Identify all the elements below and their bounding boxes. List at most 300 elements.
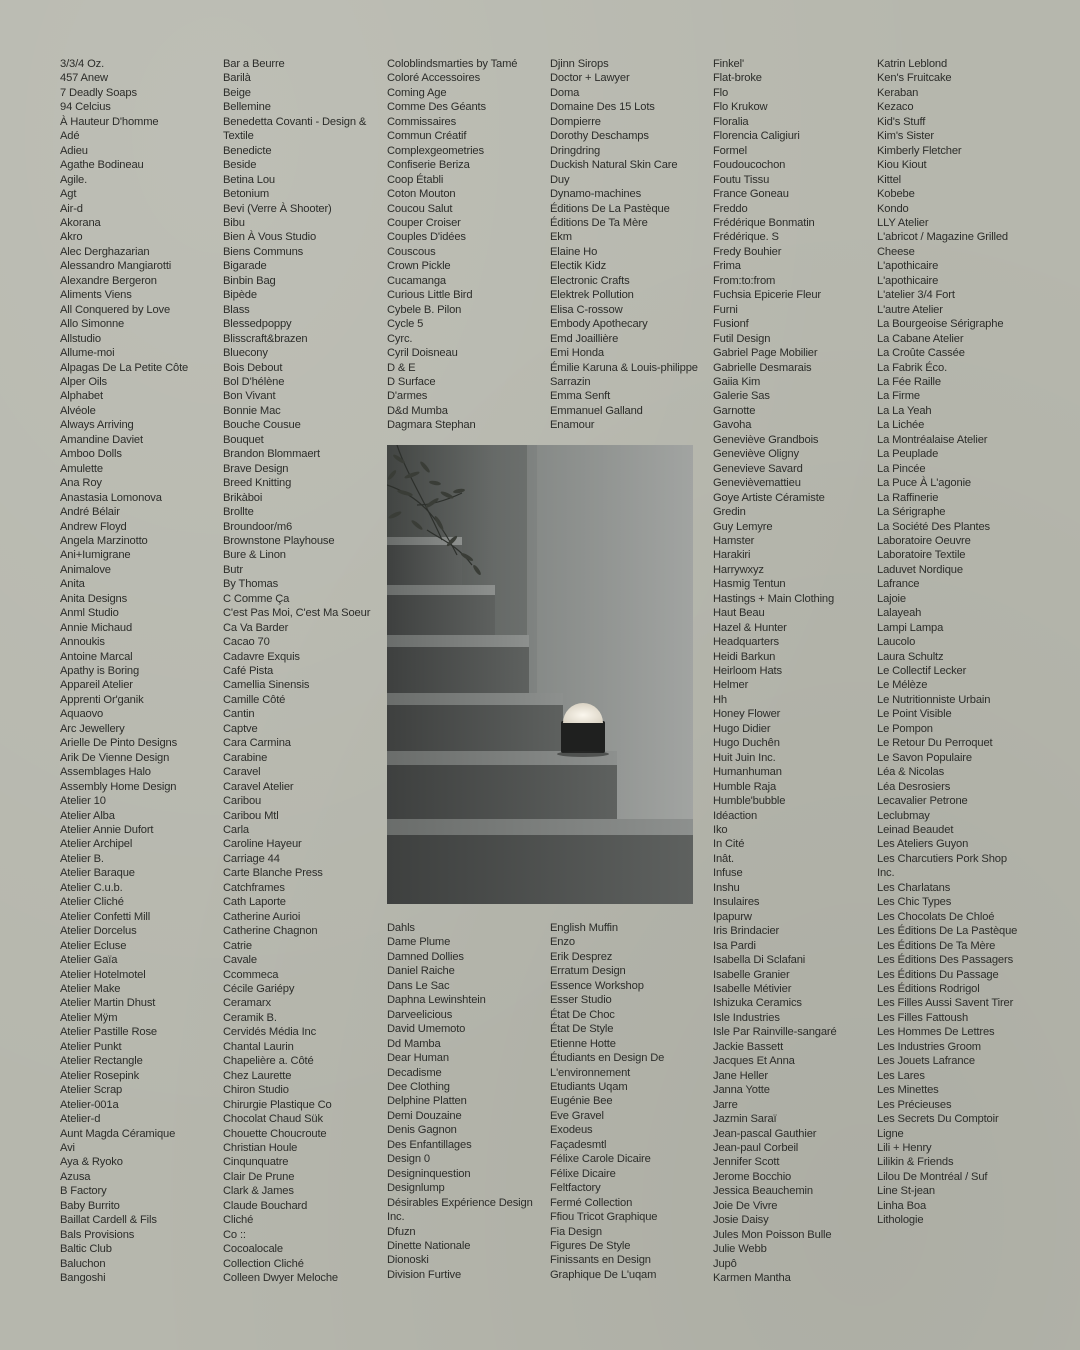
brand-name: Désirables Expérience Design Inc. — [387, 1196, 533, 1224]
brand-name: Hugo Didier — [713, 722, 771, 735]
brand-name: Atelier Baraque — [60, 867, 135, 880]
brand-name: Galerie Sas — [713, 390, 770, 403]
brand-name: Agile. — [60, 173, 88, 186]
brand-name: Dfuzn — [387, 1225, 416, 1238]
brand-name: Inshu — [713, 881, 740, 894]
brand-name: Caribou — [223, 795, 262, 808]
brand-name: Agt — [60, 188, 77, 201]
brand-name: Lilikin & Friends — [877, 1156, 954, 1169]
brand-name: Arc Jewellery — [60, 722, 125, 735]
brand-name: Domaine Des 15 Lots — [550, 101, 655, 114]
brand-name: Kid's Stuff — [877, 115, 926, 128]
brand-name: Heidi Barkun — [713, 650, 776, 663]
brand-name: Caroline Hayeur — [223, 838, 302, 851]
brand-name: Fusionf — [713, 318, 749, 331]
brand-name: Ekm — [550, 231, 572, 244]
brand-name: Bangoshi — [60, 1272, 106, 1285]
brand-name: L'apothicaire — [877, 260, 939, 273]
brand-name: Atelier Make — [60, 983, 121, 995]
brand-name: Elisa C-rossow — [550, 303, 623, 316]
brand-name: Catchframes — [223, 881, 285, 894]
brand-name: Aya & Ryoko — [60, 1156, 123, 1169]
brand-name: La La Yeah — [877, 404, 932, 417]
brand-list-column-6 — [877, 57, 1027, 1228]
brand-name: Florencia Caligiuri — [713, 130, 800, 143]
brand-name: Jacques Et Anna — [713, 1055, 795, 1068]
brand-name: Bon Vivant — [223, 390, 276, 403]
brand-name: Atelier Punkt — [60, 1040, 122, 1053]
brand-name: Alpagas De La Petite Côte — [60, 361, 189, 374]
brand-name: Electronic Crafts — [550, 274, 630, 287]
brand-name: Allo Simonne — [60, 318, 125, 331]
brand-name: Duckish Natural Skin Care — [550, 159, 678, 172]
brand-name: Hh — [713, 693, 728, 706]
brand-name: Inât. — [713, 852, 735, 865]
brand-name: Captve — [223, 722, 258, 735]
brand-name: Laduvet Nordique — [877, 563, 963, 576]
brand-name: Dans Le Sac — [387, 979, 450, 992]
brand-name: Atelier-001a — [60, 1098, 119, 1111]
brand-name: Keraban — [877, 86, 919, 99]
brand-name: Djinn Sirops — [550, 58, 609, 70]
brand-name: Les Éditions Du Passage — [877, 968, 999, 981]
brand-name: Jessica Beauchemin — [713, 1185, 813, 1198]
brand-name: Dd Mamba — [387, 1037, 441, 1050]
brand-name: Lili + Henry — [877, 1141, 932, 1154]
brand-name: Ffiou Tricot Graphique — [550, 1211, 658, 1224]
brand-name: Caribou Mtl — [223, 809, 279, 822]
brand-name: La Raffinerie — [877, 491, 939, 504]
brand-name: L'autre Atelier — [877, 303, 943, 316]
stairs-lamp-photo — [387, 445, 693, 904]
brand-name: Frima — [713, 260, 741, 273]
brand-name: Azusa — [60, 1170, 91, 1183]
brand-name: La Firme — [877, 390, 920, 403]
brand-name: Bigarade — [223, 260, 267, 273]
brand-list-column-1 — [60, 57, 218, 1286]
brand-name: All Conquered by Love — [60, 303, 171, 316]
brand-name: Honey Flower — [713, 708, 781, 721]
brand-name: Catrie — [223, 939, 252, 952]
brand-name: Elektrek Pollution — [550, 289, 634, 302]
brand-name: Brikàboi — [223, 491, 263, 504]
brand-name: Anita — [60, 578, 85, 591]
brand-name: Laura Schultz — [877, 650, 944, 663]
brand-name: La Fabrik Éco. — [877, 361, 948, 374]
brand-name: 7 Deadly Soaps — [60, 86, 137, 99]
brand-name: Comme Des Géants — [387, 101, 486, 114]
brand-name: L'apothicaire — [877, 274, 939, 287]
brand-name: État De Style — [550, 1023, 614, 1036]
brand-name: Flo Krukow — [713, 101, 768, 114]
brand-name: Butr — [223, 563, 243, 576]
brand-name: Blessedpoppy — [223, 318, 292, 331]
brand-name: À Hauteur D'homme — [60, 115, 159, 128]
brand-name: Atelier Ecluse — [60, 939, 127, 952]
brand-name: Laboratoire Textile — [877, 549, 966, 562]
brand-name: Fia Design — [550, 1225, 602, 1238]
brand-name: Caravel Atelier — [223, 780, 294, 793]
brand-name: Jackie Bassett — [713, 1040, 784, 1053]
brand-name: Jerome Bocchio — [713, 1170, 792, 1183]
brand-name: Joie De Vivre — [713, 1199, 778, 1212]
brand-name: Catherine Aurioi — [223, 910, 301, 923]
brand-name: Bals Provisions — [60, 1228, 135, 1241]
brand-name: Jupô — [713, 1257, 737, 1270]
brand-name: Baluchon — [60, 1257, 106, 1270]
brand-name: Les Secrets Du Comptoir — [877, 1113, 999, 1126]
brand-name: Cliché — [223, 1214, 254, 1227]
brand-name: Jennifer Scott — [713, 1156, 780, 1169]
brand-name: Idéaction — [713, 809, 758, 822]
brand-name: Les Éditions Des Passagers — [877, 954, 1014, 967]
brand-name: Baltic Club — [60, 1243, 112, 1256]
brand-name: Cadavre Exquis — [223, 650, 300, 663]
brand-name: Foudoucochon — [713, 159, 786, 172]
brand-name: Atelier Dorcelus — [60, 925, 137, 938]
brand-name: Antoine Marcal — [60, 650, 133, 663]
brand-name: Delphine Platten — [387, 1095, 467, 1108]
brand-name: Jazmin Saraï — [713, 1113, 777, 1126]
brand-name: Aunt Magda Céramique — [60, 1127, 176, 1140]
brand-name: Denis Gagnon — [387, 1124, 457, 1137]
brand-name: Collection Cliché — [223, 1257, 304, 1270]
brand-name: Exodeus — [550, 1124, 593, 1137]
brand-name: Breed Knitting — [223, 477, 292, 490]
brand-name: Cath Laporte — [223, 896, 286, 909]
brand-name: Insulaires — [713, 896, 760, 909]
brand-name: Ceramarx — [223, 997, 271, 1010]
brand-name: Doma — [550, 86, 580, 99]
brand-name: Les Éditions Rodrigol — [877, 983, 980, 995]
brand-name: Emd Joaillière — [550, 332, 619, 345]
brand-name: Cara Carmina — [223, 737, 291, 750]
brand-name: Fermé Collection — [550, 1196, 633, 1209]
brand-name: Humble'bubble — [713, 795, 786, 808]
brand-name: Anastasia Lomonova — [60, 491, 162, 504]
brand-name: By Thomas — [223, 578, 279, 591]
brand-name: C'est Pas Moi, C'est Ma Soeur — [223, 607, 371, 620]
brand-name: Eugénie Bee — [550, 1095, 613, 1108]
brand-name: Commun Créatif — [387, 130, 467, 143]
brand-name: Les Ateliers Guyon — [877, 838, 969, 851]
brand-name: Ceramik B. — [223, 1011, 277, 1024]
brand-name: Electik Kidz — [550, 260, 607, 273]
brand-name: Gredin — [713, 506, 746, 519]
brand-name: Benedicte — [223, 144, 272, 157]
brand-name: Anml Studio — [60, 607, 119, 620]
brand-name: Christian Houle — [223, 1141, 298, 1154]
brand-name: Ipapurw — [713, 910, 752, 923]
brand-name: Assemblages Halo — [60, 766, 151, 779]
brand-name: D Surface — [387, 375, 436, 388]
brand-name: La Fée Raille — [877, 375, 941, 388]
brand-name: Atelier Cliché — [60, 896, 124, 909]
brand-name: Gabrielle Desmarais — [713, 361, 812, 374]
brand-name: Demi Douzaine — [387, 1109, 462, 1122]
brand-name: Avi — [60, 1141, 75, 1154]
brand-name: Émilie Karuna & Louis-philippe Sarrazin — [550, 361, 698, 388]
brand-name: Léa & Nicolas — [877, 766, 945, 779]
brand-name: B Factory — [60, 1185, 107, 1198]
brand-name: Chapelière a. Côté — [223, 1055, 314, 1068]
brand-name: Janna Yotte — [713, 1084, 770, 1097]
brand-name: Lithologie — [877, 1214, 924, 1227]
brand-name: Feltfactory — [550, 1182, 601, 1195]
brand-name: Cervidés Média Inc — [223, 1026, 317, 1039]
brand-name: Etienne Hotte — [550, 1037, 616, 1050]
brand-name: Erratum Design — [550, 965, 626, 978]
brand-name: Flo — [713, 86, 729, 99]
brand-name: Atelier Alba — [60, 809, 115, 822]
brand-name: La Cabane Atelier — [877, 332, 964, 345]
brand-name: Café Pista — [223, 665, 274, 678]
brand-name: Brollte — [223, 506, 254, 519]
brand-name: Embody Apothecary — [550, 318, 648, 331]
brand-name: Chouette Choucroute — [223, 1127, 327, 1140]
brand-name: D & E — [387, 361, 416, 374]
brand-name: Benedetta Covanti - Design & Textile — [223, 115, 367, 143]
brand-name: Confiserie Beriza — [387, 159, 470, 172]
brand-name: Le Mélèze — [877, 679, 928, 692]
brand-name: Daphna Lewinshtein — [387, 994, 486, 1007]
brand-name: Les Hommes De Lettres — [877, 1026, 995, 1039]
brand-name: Lafrance — [877, 578, 920, 591]
brand-name: Brownstone Playhouse — [223, 534, 335, 547]
brand-name: Kondo — [877, 202, 909, 215]
brand-name: Barilà — [223, 72, 251, 85]
brand-name: Floralia — [713, 115, 749, 128]
brand-name: Decadisme — [387, 1066, 442, 1079]
brand-name: Geneviève Grandbois — [713, 433, 819, 446]
brand-name: Atelier Confetti Mill — [60, 910, 151, 923]
brand-name: Coming Age — [387, 86, 447, 99]
brand-name: Adé — [60, 130, 80, 143]
brand-name: Humble Raja — [713, 780, 777, 793]
brand-name: Ishizuka Ceramics — [713, 997, 802, 1010]
brand-list-column-4-bottom — [550, 921, 700, 1282]
brand-name: Kittel — [877, 173, 901, 186]
brand-name: Crown Pickle — [387, 260, 451, 273]
brand-name: Les Industries Groom — [877, 1040, 981, 1053]
brand-name: Helmer — [713, 679, 749, 692]
brand-name: Cybele B. Pilon — [387, 303, 462, 316]
brand-name: In Cité — [713, 838, 745, 851]
brand-name: 457 Anew — [60, 72, 108, 85]
brand-name: Iris Brindacier — [713, 925, 780, 938]
brand-name: Apathy is Boring — [60, 665, 140, 678]
brand-name: Atelier Rosepink — [60, 1069, 140, 1082]
brand-name: Carte Blanche Press — [223, 867, 323, 880]
brand-name: Garnotte — [713, 404, 756, 417]
brand-name: Finissants en Design — [550, 1254, 651, 1267]
brand-name: Amboo Dolls — [60, 448, 122, 461]
brand-name: Figures De Style — [550, 1239, 631, 1252]
brand-name: Flat-broke — [713, 72, 762, 85]
brand-name: Isabella Di Sclafani — [713, 954, 806, 967]
brand-name: Appareil Atelier — [60, 679, 133, 692]
brand-name: Furni — [713, 303, 738, 316]
brand-name: Le Savon Populaire — [877, 751, 972, 764]
brand-name: Coton Mouton — [387, 188, 456, 201]
brand-name: La Lichée — [877, 419, 925, 432]
brand-name: Alec Derghazarian — [60, 245, 150, 258]
brand-name: Dorothy Deschamps — [550, 130, 649, 143]
brand-name: Alper Oils — [60, 375, 107, 388]
brand-name: Beige — [223, 86, 251, 99]
brand-name: Le Collectif Lecker — [877, 665, 967, 678]
brand-name: Bol D'hélène — [223, 375, 285, 388]
brand-name: 94 Celcius — [60, 101, 111, 114]
brand-name: Brandon Blommaert — [223, 448, 320, 461]
brand-name: Designlump — [387, 1182, 445, 1195]
brand-name: Bar a Beurre — [223, 58, 285, 70]
brand-name: Lalayeah — [877, 607, 922, 620]
brand-name: Cycle 5 — [387, 318, 424, 331]
brand-name: Atelier Hotelmotel — [60, 968, 146, 981]
brand-name: Akorana — [60, 216, 101, 229]
brand-name: Huit Juin Inc. — [713, 751, 776, 764]
brand-name: Jean-pascal Gauthier — [713, 1127, 817, 1140]
brand-name: From:to:from — [713, 274, 776, 287]
brand-name: Chirurgie Plastique Co — [223, 1098, 332, 1111]
brand-name: Les Charlatans — [877, 881, 951, 894]
brand-name: Agathe Bodineau — [60, 159, 144, 172]
brand-name: Complexgeometries — [387, 144, 484, 157]
brand-name: Division Furtive — [387, 1268, 462, 1281]
brand-name: Dynamo-machines — [550, 188, 642, 201]
brand-name: La Montréalaise Atelier — [877, 433, 988, 446]
brand-name: Assembly Home Design — [60, 780, 177, 793]
brand-name: Katrin Leblond — [877, 58, 948, 70]
brand-name: Esser Studio — [550, 994, 612, 1007]
brand-name: Clark & James — [223, 1185, 294, 1198]
brand-name: Infuse — [713, 867, 743, 880]
brand-name: Atelier C.u.b. — [60, 881, 123, 894]
brand-name: Beside — [223, 159, 257, 172]
brand-name: C Comme Ça — [223, 592, 290, 605]
brand-name: Dinette Nationale — [387, 1239, 471, 1252]
brand-name: Karmen Mantha — [713, 1272, 791, 1285]
brand-name: Laucolo — [877, 636, 916, 649]
brand-list-column-3-bottom — [387, 921, 537, 1282]
brand-name: Dagmara Stephan — [387, 419, 476, 432]
brand-name: Anita Designs — [60, 592, 128, 605]
brand-name: Dringdring — [550, 144, 601, 157]
brand-name: Bonnie Mac — [223, 404, 281, 417]
brand-name: Léa Desrosiers — [877, 780, 951, 793]
brand-name: Leclubmay — [877, 809, 930, 822]
brand-name: Aquaovo — [60, 708, 104, 721]
brand-name: Bevi (Verre À Shooter) — [223, 202, 332, 215]
brand-name: Betonium — [223, 188, 270, 201]
brand-name: Cinqunquatre — [223, 1156, 289, 1169]
brand-name: Darveelicious — [387, 1008, 453, 1021]
brand-name: Enzo — [550, 936, 575, 949]
brand-name: Josie Daisy — [713, 1214, 769, 1227]
brand-name: Baillat Cardell & Fils — [60, 1214, 157, 1227]
brand-name: Julie Webb — [713, 1243, 767, 1256]
brand-name: Bure & Linon — [223, 549, 286, 562]
brand-name: Apprenti Or'ganik — [60, 693, 144, 706]
brand-name: Félixe Carole Dicaire — [550, 1153, 651, 1166]
brand-name: Ligne — [877, 1127, 904, 1140]
brand-name: English Muffin — [550, 922, 618, 934]
brand-name: Coloblindsmarties by Tamé — [387, 58, 518, 70]
brand-name: Alessandro Mangiarotti — [60, 260, 172, 273]
brand-name: Harakiri — [713, 549, 751, 562]
brand-name: Bipède — [223, 289, 257, 302]
brand-name: Daniel Raiche — [387, 965, 455, 978]
brand-name: Bellemine — [223, 101, 271, 114]
brand-name: Alvéole — [60, 404, 96, 417]
brand-name: Baby Burrito — [60, 1199, 120, 1212]
brand-name: Emmanuel Galland — [550, 404, 643, 417]
brand-name: Goye Artiste Céramiste — [713, 491, 825, 504]
brand-name: La Pincée — [877, 462, 926, 475]
brand-name: Coucou Salut — [387, 202, 453, 215]
brand-name: Duy — [550, 173, 570, 186]
brand-name: Cécile Gariépy — [223, 983, 295, 995]
brand-name: Arielle De Pinto Designs — [60, 737, 178, 750]
brand-name: Kezaco — [877, 101, 914, 114]
brand-name: Iko — [713, 824, 728, 837]
brand-name: Les Éditions De La Pastèque — [877, 925, 1018, 938]
brand-name: Lampi Lampa — [877, 621, 944, 634]
brand-name: Carla — [223, 824, 249, 837]
brand-name: Cacao 70 — [223, 636, 270, 649]
brand-name: 3/3/4 Oz. — [60, 58, 105, 70]
brand-name: Lilou De Montréal / Suf — [877, 1170, 988, 1183]
brand-name: La Puce À L'agonie — [877, 477, 971, 490]
brand-name: Eve Gravel — [550, 1109, 604, 1122]
brand-name: Le Pompon — [877, 722, 933, 735]
brand-name: Carabine — [223, 751, 268, 764]
brand-name: Atelier Mÿm — [60, 1011, 118, 1024]
brand-name: Genevieve Savard — [713, 462, 803, 475]
brand-name: Le Retour Du Perroquet — [877, 737, 993, 750]
brand-name: Dear Human — [387, 1052, 449, 1065]
brand-name: Animalove — [60, 563, 111, 576]
brand-name: Bien À Vous Studio — [223, 231, 317, 244]
brand-name: Cucamanga — [387, 274, 446, 287]
brand-name: Leinad Beaudet — [877, 824, 954, 837]
brand-name: Ken's Fruitcake — [877, 72, 952, 85]
brand-name: Dahls — [387, 922, 415, 934]
brand-name: Les Éditions De Ta Mère — [877, 939, 996, 952]
brand-name: Atelier Gaïa — [60, 954, 118, 967]
brand-name: Atelier Annie Dufort — [60, 824, 154, 837]
brand-name: Couples D'idées — [387, 231, 466, 244]
brand-name: Headquarters — [713, 636, 779, 649]
brand-name: Le Nutritionniste Urbain — [877, 693, 991, 706]
brand-name: D&d Mumba — [387, 404, 448, 417]
brand-name: Atelier Scrap — [60, 1084, 123, 1097]
brand-name: Formel — [713, 144, 747, 157]
brand-name: Essence Workshop — [550, 979, 644, 992]
brand-name: Hasmig Tentun — [713, 578, 786, 591]
brand-name: Les Filles Fattoush — [877, 1011, 969, 1024]
brand-name: Gabriel Page Mobilier — [713, 347, 818, 360]
brand-name: Andrew Floyd — [60, 520, 127, 533]
brand-name: Ccommeca — [223, 968, 279, 981]
brand-name: Les Lares — [877, 1069, 925, 1082]
brand-name: Atelier Archipel — [60, 838, 133, 851]
brand-name: La Bourgeoise Sérigraphe — [877, 318, 1004, 331]
brand-name: Line St-jean — [877, 1185, 935, 1198]
brand-name: Brave Design — [223, 462, 289, 475]
brand-name: Ani+Iumigrane — [60, 549, 131, 562]
